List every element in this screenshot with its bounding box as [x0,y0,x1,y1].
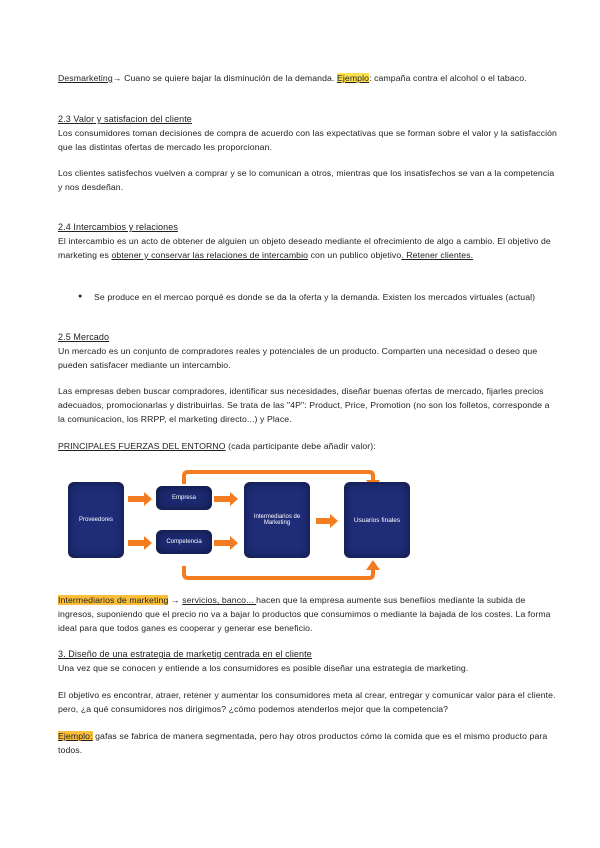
arrow-intermediarios-usuarios-head [330,514,338,528]
arrow-competencia-intermediarios [214,540,230,546]
usuarios-box [344,482,410,558]
section-2-4-retener: . Retener clientes. [401,250,474,260]
bottom-loop-arrow [184,566,373,578]
desmarketing-paragraph [58,71,558,85]
desmarketing-term: Desmarketing [58,73,113,83]
section-2-4-underlined: obtener y conservar las relaciones de intercambio [111,250,309,260]
section-3-title: 3. Diseño de una estrategia de marketig centrada en el cliente [58,649,312,659]
empresa-box [156,486,212,510]
competencia-label: Competencia [166,539,202,545]
arrow-proveedores-competencia [128,540,144,546]
arrow-empresa-intermediarios [214,496,230,502]
arrow-intermediarios-usuarios [316,518,330,524]
section-2-5-title: 2.5 Mercado [58,332,110,342]
desmarketing-rest: : campaña contra el alcohol o el tabaco. [369,73,527,83]
section-3-paragraph-1: Una vez que se conocen y entiende a los consumidores es posible diseñar una estrategia de marketing. [58,663,469,673]
intermediarios-paragraph [58,593,558,635]
intermediarios-underlined: servicios, banco... [182,595,257,605]
intermediarios-label: Intermediarios de Marketing [253,514,301,526]
section-2-3-title: 2.3 Valor y satisfacion del cliente [58,114,192,124]
intermediarios-box [244,482,310,558]
fuerzas-rest: (cada participante debe añadir valor): [225,441,376,451]
arrow-proveedores-empresa-head [144,492,152,506]
intermediarios-term: Intermediarios de marketing [58,595,169,605]
desmarketing-text: → Cuano se quiere bajar la disminución de la demanda. [112,73,337,83]
section-2-4-text-b: con un publico objetivo [308,250,402,260]
empresa-label: Empresa [171,495,196,501]
intermediarios-rest: hacen que la empresa aumente sus benefiios mediante la subida de ingresos, suponiendo que el precio no va a bajar lo productos que consumimos o mediante la bajada de los costes. La forma ideal para que todos ganes es cooperar y generar ese beneficio. [58,595,551,633]
arrow-competencia-intermediarios-head [230,536,238,550]
section-2-5-paragraph-2: Las empresas deben buscar compradores, identificar sus necesidades, diseñar buenas ofertas de mercado, fijarles precios adecuados, promocionarlas y distribuirlas. Se trata de las "4P": Product, Price, Promotion (no son los folletos, corresponde a la comunicacion, los RRPP, el marketing directo...) y Place. [58,386,550,424]
fuerzas-heading [58,439,558,453]
section-3-paragraph-3 [58,729,558,757]
section-2-4-paragraph [58,234,558,262]
ejemplo-highlight: Ejemplo [336,73,370,83]
arrow-proveedores-competencia-head [144,536,152,550]
entorno-diagram [64,470,404,582]
ejemplo-2-highlight: Ejemplo: [58,731,93,741]
usuarios-label: Usuarios finales [353,516,401,524]
proveedores-box [68,482,124,558]
bottom-loop-arrowhead [366,560,380,570]
competencia-box [156,530,212,554]
section-3-ejemplo-text: gafas se fabrica de manera segmentada, pero hay otros productos cómo la comida que es el mismo producto para todos. [58,731,548,755]
section-3-paragraph-2: El objetivo es encontrar, atraer, retener y aumentar los consumidores meta al crear, entregar y comunicar valor para el cliente. pero, ¿a qué consumidores nos dirigimos? ¿cómo podemos atenderlos mejor que la competencia? [58,690,556,714]
section-2-4-title: 2.4 Intercambios y relaciones [58,222,178,232]
arrow-empresa-intermediarios-head [230,492,238,506]
intermediarios-arrow: → [168,595,183,605]
proveedores-label: Proveedores [78,517,114,523]
section-2-4-bullet-item: ● Se produce en el mercao porqué es donde se da la oferta y la demanda. Existen los mercados virtuales (actual) [94,290,558,304]
fuerzas-title: PRINCIPALES FUERZAS DEL ENTORNO [58,441,226,451]
section-2-3-paragraph-2: Los clientes satisfechos vuelven a comprar y se lo comunican a otros, mientras que los insatisfechos se van a la competencia y nos desdeñan. [58,168,555,192]
section-2-5-paragraph-1: Un mercado es un conjunto de compradores reales y potenciales de un producto. Comparten una necesidad o deseo que pueden satisfacer mediante un intercambio. [58,346,538,370]
section-2-4-text-a: El intercambio es un acto de obtener de alguien un objeto deseado mediante el ofrecimiento de algo a cambio. El objetivo de marketing es [58,236,551,260]
arrow-proveedores-empresa [128,496,144,502]
section-2-3-paragraph-1: Los consumidores toman decisiones de compra de acuerdo con las expectativas que se forman sobre el valor y la satisfacción que las distintas ofertas de mercado les proporcionan. [58,128,557,152]
section-2-4-bullet-list [58,290,558,304]
